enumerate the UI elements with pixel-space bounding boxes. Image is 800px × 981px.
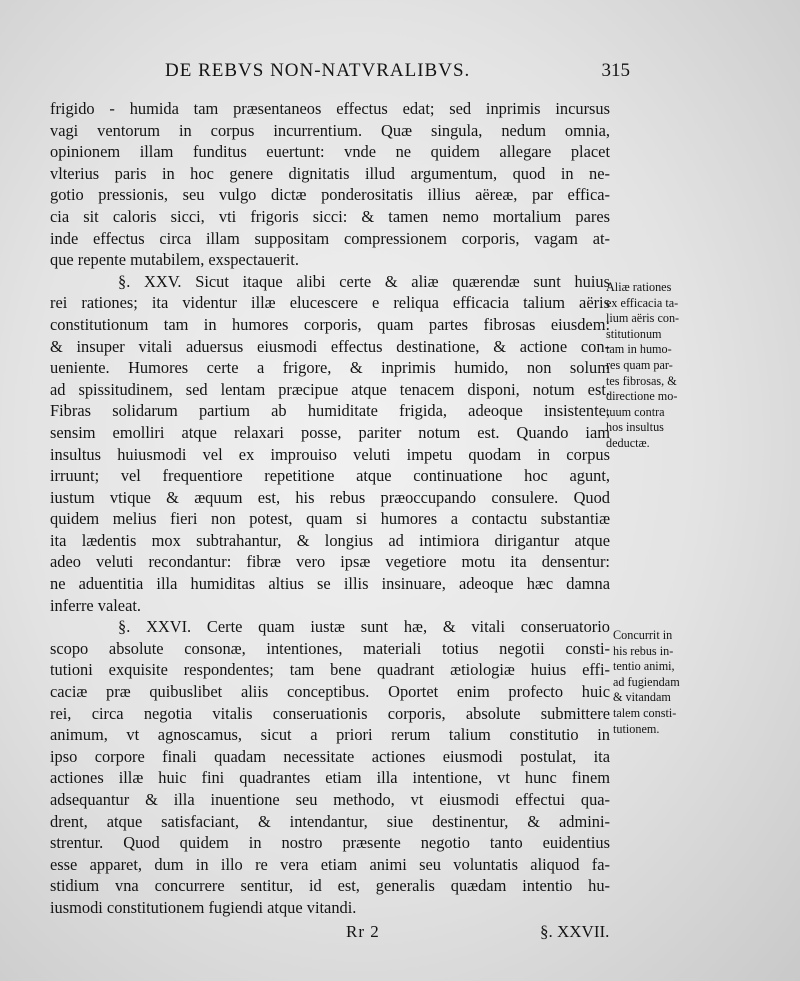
text-line: strentur. Quod quidem in nostro præsente negotio tanto euidentius <box>50 833 610 853</box>
text-line: quidem melius fieri non potest, quam si humores a contactu substantiæ <box>50 509 610 529</box>
text-line: adsequantur & illa inuentione seu methodo, vt eiusmodi effectui qua- <box>50 790 610 809</box>
signature-mark: Rr 2 <box>346 922 380 941</box>
text-line: tutioni exquisite respondentes; tam bene quadrant ætiologiæ huius effi- <box>50 660 610 680</box>
text-line: actiones illæ huic fini quadrantes etiam illa intentione, vt hunc finem <box>50 768 610 788</box>
text-line: gotio pressionis, seu vulgo dictæ ponderositatis illius aëreæ, par effica- <box>50 185 610 205</box>
margin-note-line: stitutionum <box>606 326 662 341</box>
margin-note-line: & vitandam <box>613 690 671 705</box>
text-line: sensim emolliri atque relaxari posse, pariter notum est. Quando iam <box>50 422 610 442</box>
text-line: ad spissitudinem, sed lentam præcipue atque tenacem disponi, notum est. <box>50 379 610 399</box>
margin-note-line: Concurrit in <box>613 628 673 642</box>
text-line: rei rationes; ita videntur illæ elucescere e reliqua efficacia talium aëris <box>50 293 610 313</box>
text-line: esse apparet, dum in illo re vera etiam animi seu voluntatis aliquod fa- <box>50 854 610 874</box>
text-line: frigido - humida tam præsentaneos effectus edat; sed inprimis incursus <box>50 99 610 118</box>
text-line: ita lædentis mox subtrahantur, & longius ad intimiora dirigantur atque <box>50 530 610 550</box>
text-line: insultus huiusmodi vel ex improuiso veluti impetu quodam in corpus <box>50 444 610 464</box>
text-line: irruunt; vel frequentiore repetitione atque continuatione hoc agunt, <box>50 466 610 486</box>
margin-note-line: his rebus in- <box>613 643 674 658</box>
margin-note-line: lium aëris con- <box>606 311 680 326</box>
margin-note-line: directione mo- <box>606 389 678 404</box>
text-line: scopo absolute consonæ, intentiones, materiali totius negotii consti- <box>50 638 610 658</box>
text-line: animum, vt agnoscamus, sicut a priori rerum talium constitutio in <box>50 725 610 745</box>
text-line: iusmodi constitutionem fugiendi atque vitandi. <box>50 897 357 917</box>
margin-note-line: deductæ. <box>606 435 650 450</box>
margin-note-line: tam in humo- <box>606 342 672 357</box>
page-number: 315 <box>601 60 630 81</box>
text-line: ipso corpore finali quadam necessitate actiones eiusmodi postulat, ita <box>50 746 610 766</box>
text-line: caciæ præ quibuslibet aliis conceptibus. Oportet enim profecto huic <box>50 682 610 702</box>
text-line: opinionem illam funditus euertunt: vnde ne quidem allegare placet <box>50 142 610 162</box>
text-line: constitutionum tam in humores corporis, quam partes fibrosas eiusdem: <box>50 314 610 334</box>
text-line: ueniente. Humores certe a frigore, & inprimis humido, non solum <box>50 358 610 378</box>
text-line: rei, circa negotia vitalis conseruationis corporis, absolute submittere <box>50 703 610 723</box>
text-line: vlterius paris in hoc genere dignitatis illud argumentum, quod in ne- <box>50 163 610 183</box>
running-head <box>50 60 630 82</box>
text-line: vagi ventorum in corpus incurrentium. Quæ singula, nedum omnia, <box>50 120 610 140</box>
margin-note-line: Aliæ rationes <box>606 280 672 294</box>
catchword: §. XXVII. <box>540 922 610 941</box>
text-line: inferre valeat. <box>50 595 141 615</box>
text-line: iustum vtique & æquum est, his rebus præoccupando consulere. Quod <box>50 487 610 507</box>
text-line: §. XXV. Sicut itaque alibi certe & aliæ quærendæ sunt huius <box>118 271 610 291</box>
text-line: ne aduentitia illa humiditas altius se illis insinuare, adeoque hæc damna <box>50 574 610 594</box>
text-line: cia sit caloris sicci, vti frigoris sicci: & tamen nemo mortalium pares <box>50 206 610 226</box>
page-title: DE REBVS NON-NATVRALIBVS. <box>165 60 471 81</box>
text-line: que repente mutabilem, exspectauerit. <box>50 250 299 270</box>
margin-note-line: res quam par- <box>606 357 673 372</box>
margin-note-line: tes fibrosas, & <box>606 373 677 388</box>
margin-note-line: hos insultus <box>606 420 664 435</box>
text-line: adeo veluti recondantur: fibræ vero ipsæ vegetiore motu ita densentur: <box>50 552 610 572</box>
text-line: inde effectus circa illam suppositam compressionem corporis, vagam at- <box>50 228 610 248</box>
margin-note-26 <box>613 628 713 737</box>
text-line: §. XXVI. Certe quam iustæ sunt hæ, & vitali conseruatorio <box>118 617 610 637</box>
body-text <box>50 98 610 919</box>
margin-note-25 <box>606 280 706 452</box>
text-line: Fibras solidarum partium ab humiditate frigida, adeoque insistente, <box>50 401 610 421</box>
margin-note-line: tutionem. <box>613 721 660 736</box>
margin-note-line: ex efficacia ta- <box>606 295 679 310</box>
text-line: & insuper vitali aduersus eiusmodi effectus destinatione, & actione con- <box>50 336 610 356</box>
margin-note-line: tuum contra <box>606 404 665 419</box>
margin-note-line: ad fugiendam <box>613 674 680 689</box>
margin-note-line: tentio animi, <box>613 659 675 674</box>
text-line: stidium vna concurrere sentitur, id est, generalis quædam intentio hu- <box>50 876 610 896</box>
text-line: drent, atque satisfaciant, & intendantur, siue destinentur, & admini- <box>50 811 610 831</box>
margin-note-line: talem consti- <box>613 705 677 720</box>
